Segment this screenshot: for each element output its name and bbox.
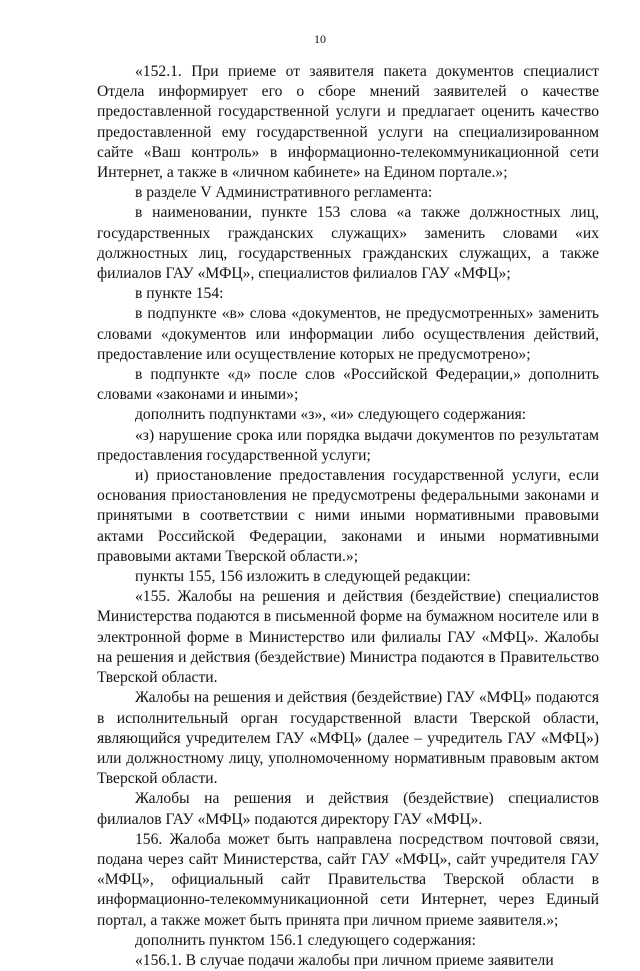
paragraph: «152.1. При приеме от заявителя пакета документов специалист Отдела информирует его о сборе мнений заявителей о качестве предоставленной государственной услуги и предлагает оценить качество предоставленной ему государственной услуги на специализированном сайте «Ваш контроль» в информационно-телекоммуникационной сети Интернет, а также в «личном кабинете» на Едином портале.»;	[97, 63, 599, 182]
paragraph: в пункте 154:	[135, 285, 224, 303]
paragraph: Жалобы на решения и действия (бездействие) специалистов филиалов ГАУ «МФЦ» подаются директору ГАУ «МФЦ».	[97, 790, 599, 828]
paragraph: «з) нарушение срока или порядка выдачи документов по результатам предоставления государственной услуги;	[97, 426, 599, 464]
paragraph: в подпункте «в» слова «документов, не предусмотренных» заменить словами «документов или информации либо осуществления действий, предоставление или осуществление которых не предусмотрено»;	[97, 305, 599, 363]
document-body	[97, 62, 599, 971]
paragraph: Жалобы на решения и действия (бездействие) ГАУ «МФЦ» подаются в исполнительный орган государственной власти Тверской области, являющийся учредителем ГАУ «МФЦ» (далее – учредитель ГАУ «МФЦ») или должностному лицу, уполномоченному нормативным правовым актом Тверской области.	[97, 689, 599, 788]
paragraph: «156.1. В случае подачи жалобы при личном приеме заявители	[135, 951, 554, 969]
paragraph: и) приостановление предоставления государственной услуги, если основания приостановления не предусмотрены федеральными законами и принятыми в соответствии с ними иными нормативными правовыми актами Российской Федерации, законами и иными нормативными правовыми актами Тверской области.»;	[97, 467, 599, 565]
page-number: 10	[314, 32, 326, 46]
paragraph: в подпункте «д» после слов «Российской Федерации,» дополнить словами «законами и иными»;	[97, 366, 599, 404]
paragraph: пункты 155, 156 изложить в следующей редакции:	[135, 568, 471, 586]
paragraph: в наименовании, пункте 153 слова «а также должностных лиц, государственных гражданских служащих» заменить словами «их должностных лиц, государственных гражданских служащих, а также филиалов ГАУ «МФЦ», специалистов филиалов ГАУ «МФЦ»;	[97, 204, 599, 283]
paragraph: дополнить пунктом 156.1 следующего содержания:	[135, 931, 476, 949]
paragraph: в разделе V Административного регламента:	[135, 184, 433, 202]
paragraph: «155. Жалобы на решения и действия (бездействие) специалистов Министерства подаются в письменной форме на бумажном носителе или в электронной форме в Министерство или филиалы ГАУ «МФЦ». Жалобы на решения и действия (бездействие) Министра подаются в Правительство Тверской области.	[97, 588, 599, 687]
paragraph: 156. Жалоба может быть направлена посредством почтовой связи, подана через сайт Министерства, сайт ГАУ «МФЦ», сайт учредителя ГАУ «МФЦ», официальный сайт Правительства Тверской области в информационно-телекоммуникационной сети Интернет, через Единый портал, а также может быть принята при личном приеме заявителя.»;	[97, 830, 599, 929]
paragraph: дополнить подпунктами «з», «и» следующего содержания:	[135, 406, 527, 424]
